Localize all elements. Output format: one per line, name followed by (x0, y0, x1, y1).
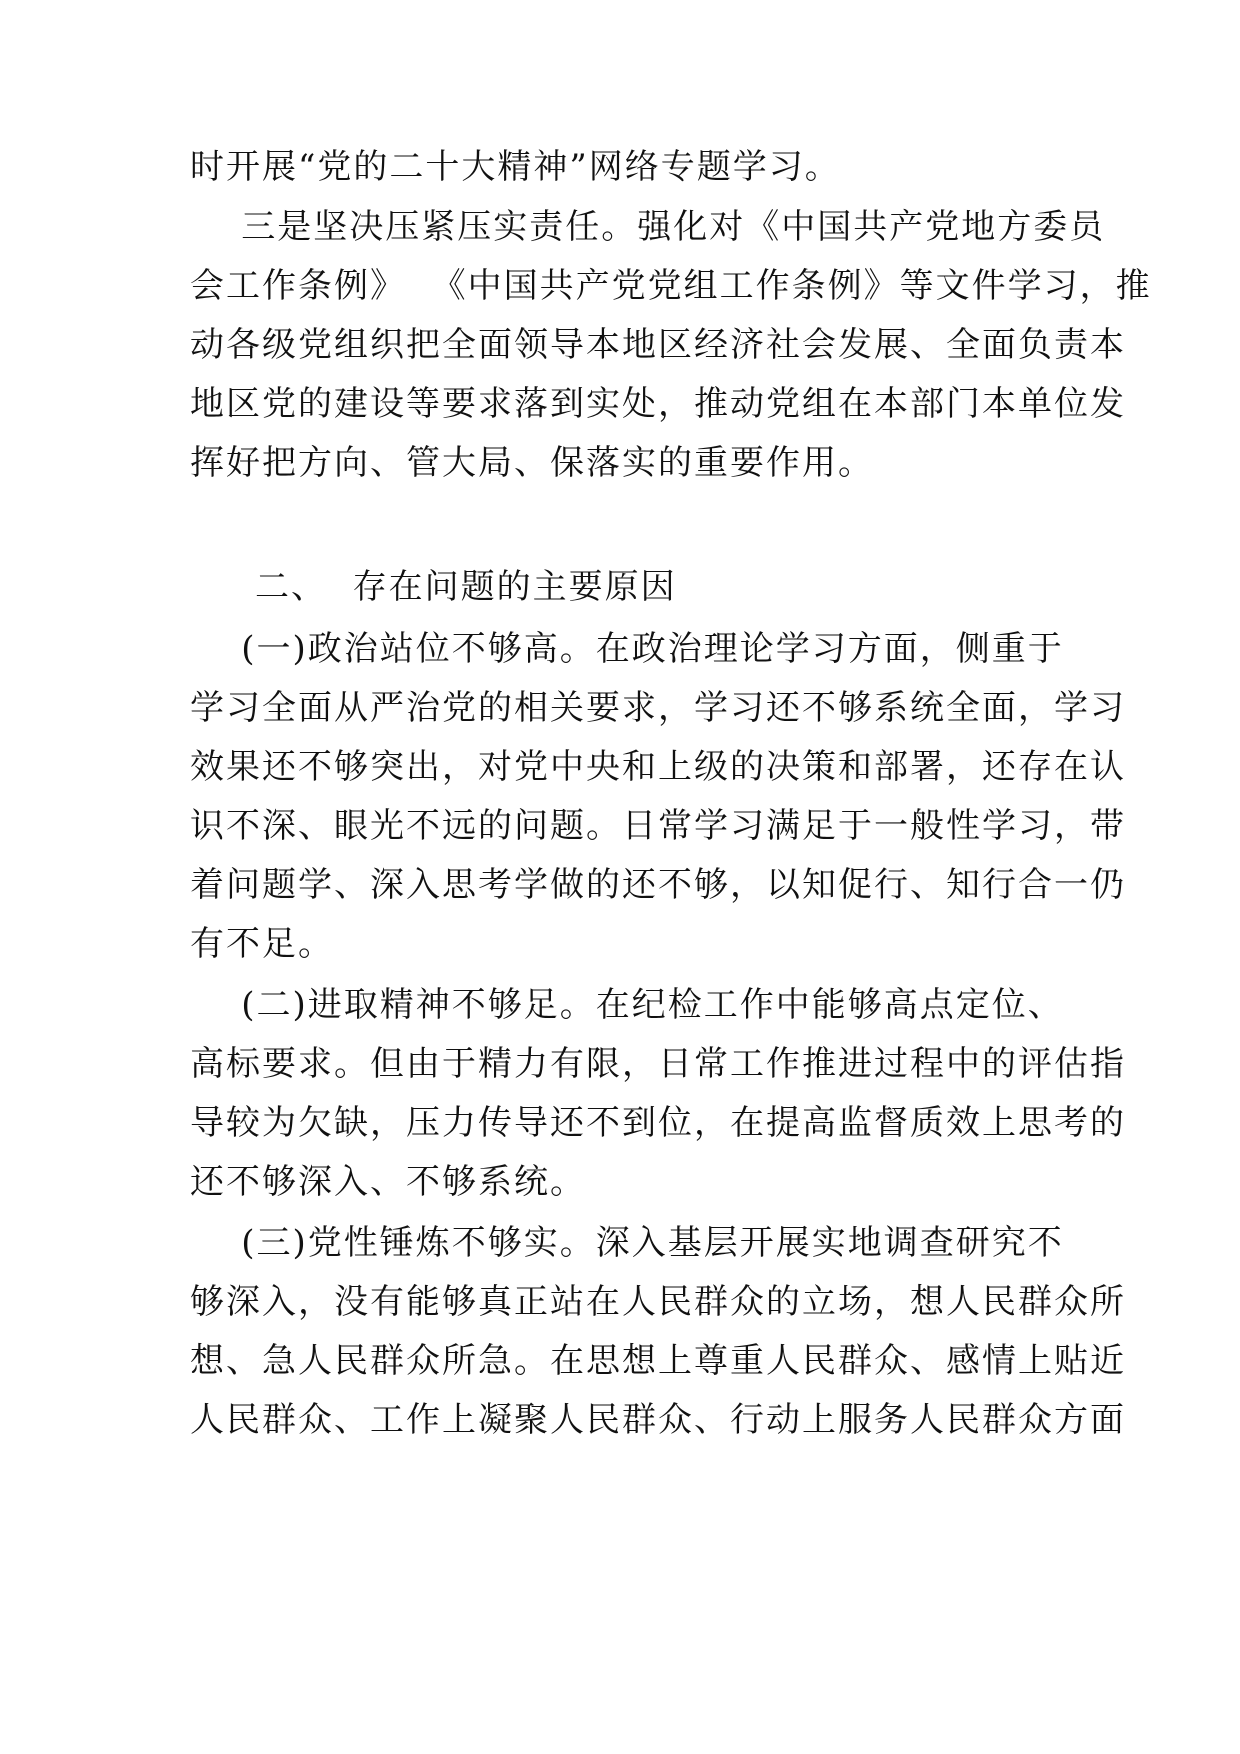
text-line-9: 学习全面从严治党的相关要求，学习还不够系统全面，学习 (190, 688, 1126, 728)
text-line-21: 人民群众、工作上凝聚人民群众、行动上服务人民群众方面 (190, 1400, 1126, 1440)
text-line-17: 还不够深入、不够系统。 (190, 1162, 586, 1202)
text-line-8: (一)政治站位不够高。在政治理论学习方面，侧重于 (190, 629, 1064, 669)
section-heading: 二、 存在问题的主要原因 (255, 567, 677, 607)
text-line-3: 会工作条例》 《中国共产党党组工作条例》等文件学习，推 (190, 266, 1152, 306)
text-line-12: 着问题学、深入思考学做的还不够，以知促行、知行合一仍 (190, 865, 1126, 905)
text-line-11: 识不深、眼光不远的问题。日常学习满足于一般性学习，带 (190, 806, 1126, 846)
text-line-5: 地区党的建设等要求落到实处，推动党组在本部门本单位发 (190, 384, 1126, 424)
text-line-1: 时开展“党的二十大精神”网络专题学习。 (190, 147, 841, 187)
text-line-13: 有不足。 (190, 924, 334, 964)
text-line-10: 效果还不够突出，对党中央和上级的决策和部署，还存在认 (190, 747, 1126, 787)
text-line-14: (二)进取精神不够足。在纪检工作中能够高点定位、 (190, 985, 1064, 1025)
text-line-18: (三)党性锤炼不够实。深入基层开展实地调查研究不 (190, 1223, 1064, 1263)
text-line-16: 导较为欠缺，压力传导还不到位，在提高监督质效上思考的 (190, 1103, 1126, 1143)
text-line-4: 动各级党组织把全面领导本地区经济社会发展、全面负责本 (190, 325, 1126, 365)
text-line-6: 挥好把方向、管大局、保落实的重要作用。 (190, 443, 874, 483)
text-line-2: 三是坚决压紧压实责任。强化对《中国共产党地方委员 (190, 207, 1106, 247)
text-line-15: 高标要求。但由于精力有限，日常工作推进过程中的评估指 (190, 1044, 1126, 1084)
text-line-20: 想、急人民群众所急。在思想上尊重人民群众、感情上贴近 (190, 1341, 1126, 1381)
text-line-19: 够深入，没有能够真正站在人民群众的立场，想人民群众所 (190, 1282, 1126, 1322)
